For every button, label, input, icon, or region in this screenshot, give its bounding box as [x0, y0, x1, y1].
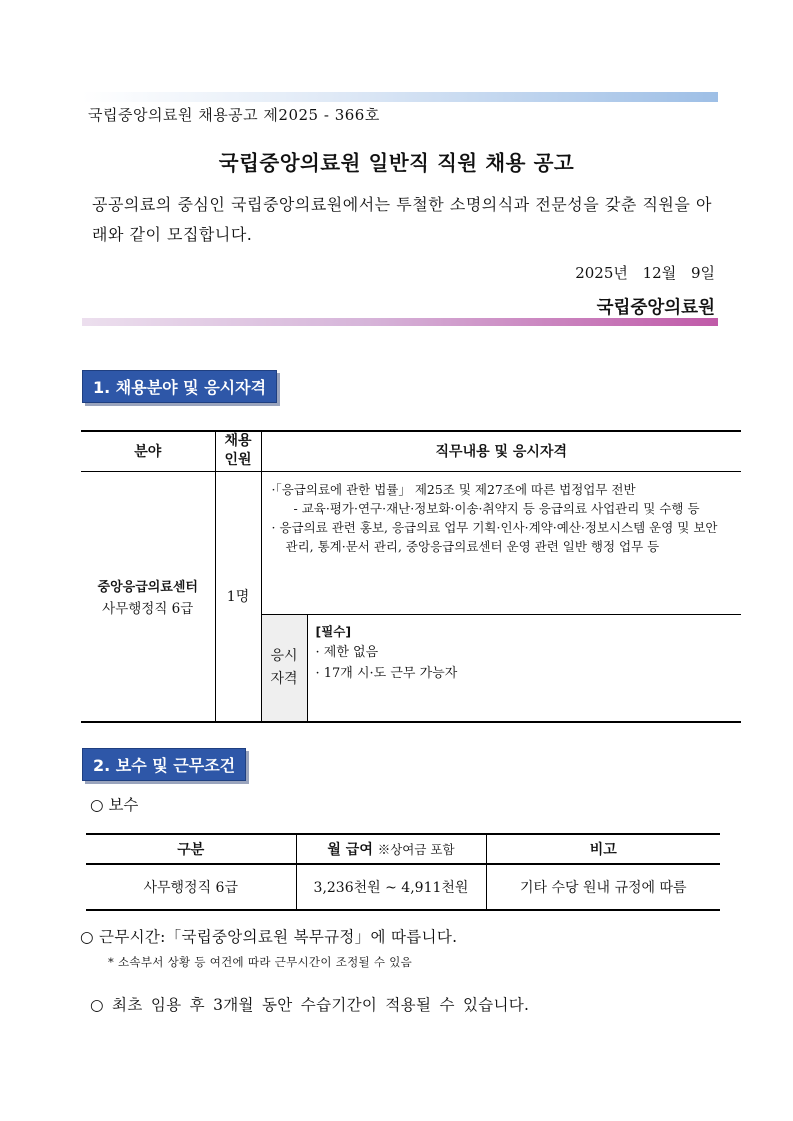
pay-header-remarks: 비고 [486, 834, 720, 864]
intro-paragraph: 공공의료의 중심인 국립중앙의료원에서는 투철한 소명의식과 전문성을 갖춘 직원을 아래와 같이 모집합니다. [92, 195, 712, 244]
section-2-heading: 2. 보수 및 근무조건 [82, 748, 246, 781]
header-top-bar [82, 92, 718, 102]
notice-number: 국립중앙의료원 채용공고 제2025 - 366호 [88, 106, 380, 124]
hire-count: 1명 [215, 471, 261, 722]
work-hours-note: * 소속부서 상황 등 여건에 따라 근무시간이 조정될 수 있음 [108, 955, 413, 969]
qualification-label: 응시 자격 [261, 614, 307, 722]
pay-header-note: ※상여금 포함 [377, 842, 455, 857]
pay-header-salary: 월 급여 ※상여금 포함 [296, 834, 486, 864]
field-name: 중앙응급의료센터 [97, 579, 198, 595]
duty-subitem: - 교육·평가·연구·재난·정보화·이송·취약지 등 응급의료 사업관리 및 수행 등 [293, 500, 700, 516]
duty-item: · 응급의료 관련 홍보, 응급의료 업무 기획·인사·계약·예산·정보시스템 운영 및 보안 관리, 통계·문서 관리, 중앙응급의료센터 운영 관련 일반 행정 업무 등 [271, 519, 718, 554]
probation-notice: ○ 최초 임용 후 3개월 동안 수습기간이 적용될 수 있습니다. [90, 996, 530, 1014]
recruitment-table [81, 430, 741, 723]
table-header-count: 채용 인원 [215, 431, 261, 471]
section-1-heading: 1. 채용분야 및 응시자격 [82, 370, 277, 403]
duty-item: ·「응급의료에 관한 법률」 제25조 및 제27조에 따른 법정업무 전반 [271, 481, 636, 497]
pay-table [86, 833, 720, 911]
pay-cell-salary: 3,236천원 ~ 4,911천원 [296, 864, 486, 910]
table-header-field: 분야 [81, 431, 215, 471]
qualification-item: · 17개 시·도 근무 가능자 [315, 665, 458, 681]
field-cell [81, 471, 215, 722]
pay-cell-remarks: 기타 수당 원내 규정에 따름 [486, 864, 720, 910]
pay-cell-category: 사무행정직 6급 [86, 864, 296, 910]
page-title: 국립중앙의료원 일반직 직원 채용 공고 [218, 151, 575, 175]
field-grade: 사무행정직 6급 [102, 600, 194, 617]
notice-date: 2025년 12월 9일 [575, 264, 715, 282]
pay-header-category: 구분 [86, 834, 296, 864]
work-hours: ○ 근무시간:「국립중앙의료원 복무규정」에 따릅니다. [80, 928, 458, 946]
organization-name: 국립중앙의료원 [596, 298, 715, 318]
duties-cell [261, 471, 741, 614]
header-bottom-bar [82, 318, 718, 326]
qualification-item: · 제한 없음 [315, 644, 379, 660]
pay-bullet: ○ 보수 [90, 796, 139, 814]
table-header-duties: 직무내용 및 응시자격 [261, 431, 741, 471]
qualification-heading: [필수] [315, 623, 352, 639]
qualification-cell [307, 614, 741, 722]
